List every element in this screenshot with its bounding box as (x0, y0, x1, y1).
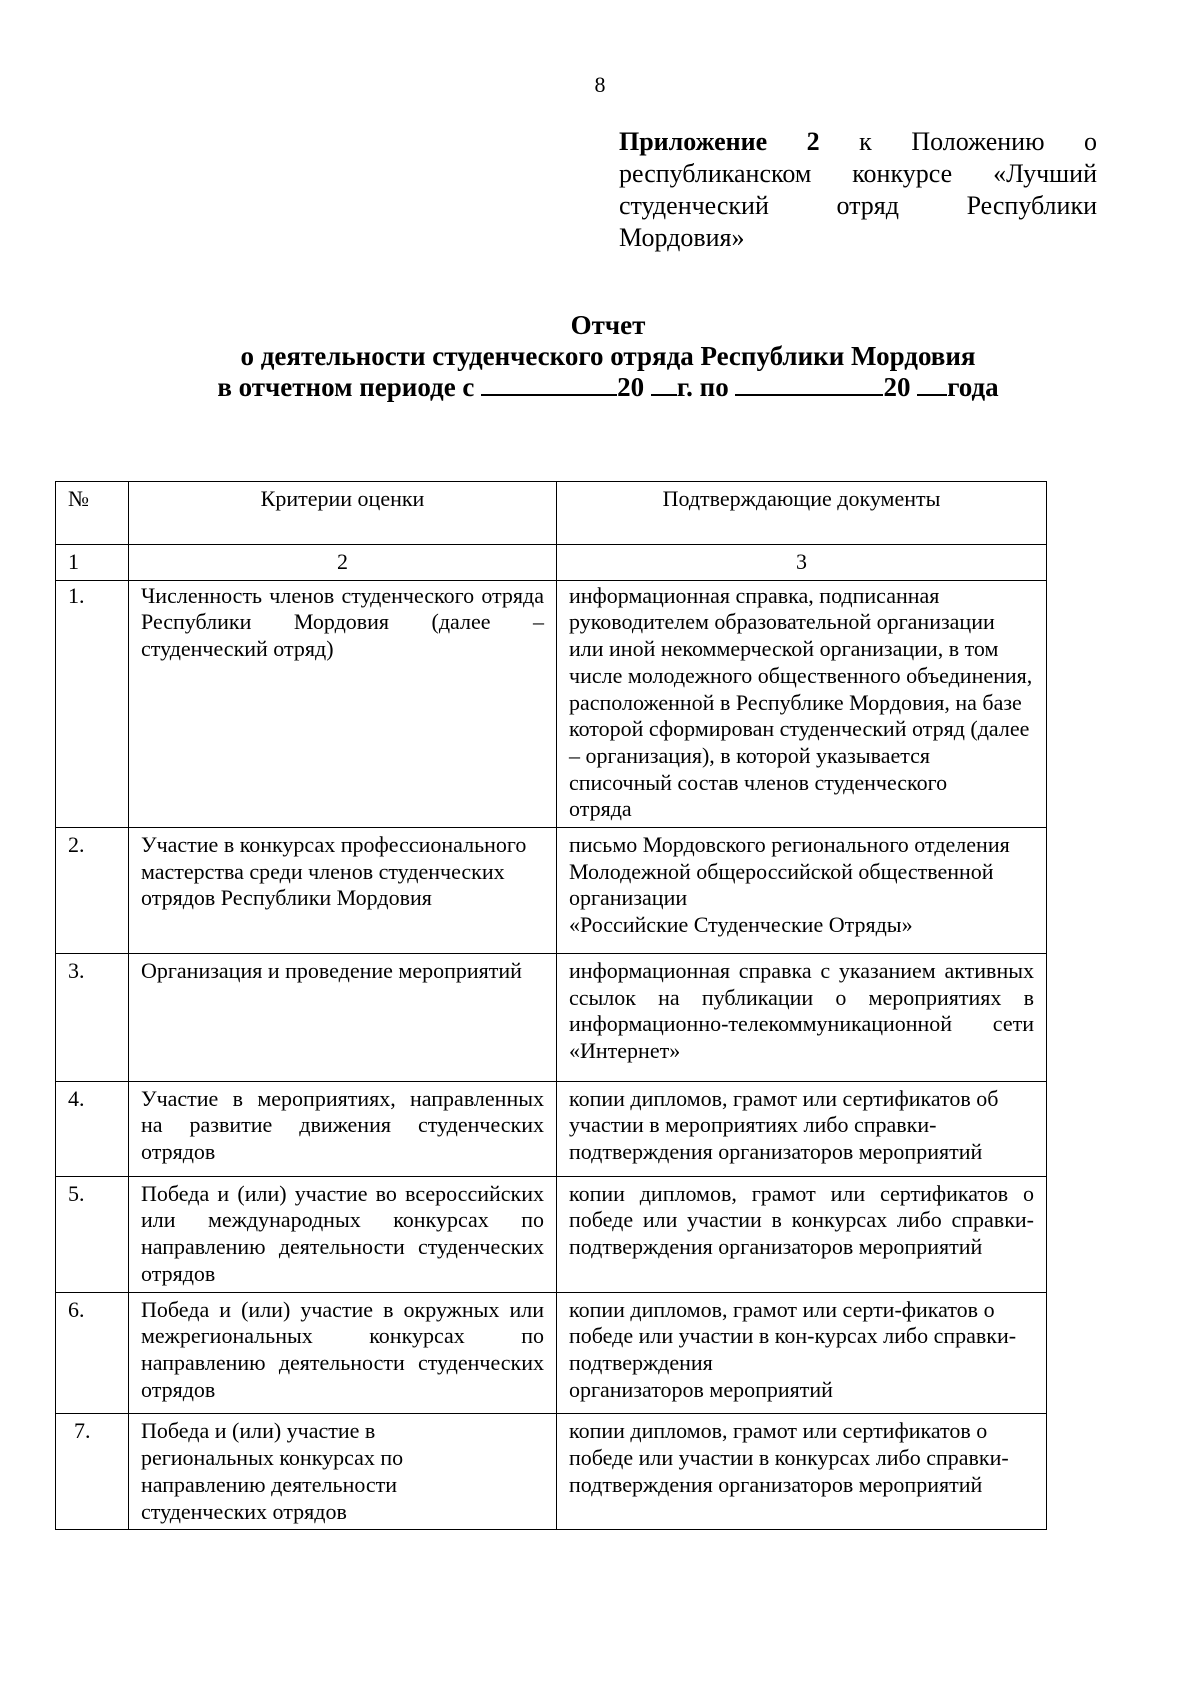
table-header-row (56, 482, 1047, 545)
row-number: 6. (56, 1292, 129, 1414)
table-row (56, 828, 1047, 954)
row-number: 4. (56, 1081, 129, 1176)
row-criterion: Победа и (или) участие в региональных конкурсах по направлению деятельности студенческих отрядов (129, 1414, 557, 1530)
row-criterion: Участие в мероприятиях, направленных на развитие движения студенческих отрядов (129, 1081, 557, 1176)
appendix-text: к Положению о республиканском конкурсе «Лучший студенческий отряд Республики Мордовия» (619, 127, 1098, 252)
blank-field-start-year (651, 372, 677, 396)
appendix-label: Приложение 2 (619, 127, 820, 156)
row-number: 2. (56, 828, 129, 954)
table-row (56, 1414, 1047, 1530)
table-row (56, 953, 1047, 1081)
row-number: 5. (56, 1176, 129, 1292)
row-criterion: Организация и проведение мероприятий (129, 953, 557, 1081)
row-documents-tail: «Российские Студенческие Отряды» (569, 912, 913, 938)
index-cell-1: 1 (56, 545, 129, 581)
title-line-2: о деятельности студенческого отряда Республики Мордовия (240, 341, 976, 371)
row-documents: копии дипломов, грамот или сертификатов о победе или участии в конкурсах либо справки-подтверждения организаторов мероприятий (557, 1414, 1047, 1530)
table-index-row (56, 545, 1047, 581)
criteria-table (55, 481, 1047, 1530)
row-documents-text: информационная справка, подписанная руководителем образовательной организации или иной некоммерческой организации, в том числе молодежного общественного объединения, расположенной в Республике Мордовия, на базе которой сформирован студенческий отряд (далее – организация), в которой указывается списочный состав членов студенческого (569, 582, 1033, 795)
row-documents-text: письмо Мордовского регионального отделения Молодежной общероссийской общественной организации (569, 832, 1010, 911)
row-documents (557, 1292, 1047, 1414)
title-line-3 (0, 372, 1200, 403)
index-cell-2: 2 (129, 545, 557, 581)
header-criteria: Критерии оценки (129, 482, 557, 545)
table-row (56, 580, 1047, 827)
row-documents-tail: отряда (569, 796, 632, 822)
row-number: 1. (56, 580, 129, 827)
title-year-word: года (947, 372, 999, 402)
title-period-to: г. по (676, 372, 729, 402)
row-documents: копии дипломов, грамот или сертификатов об участии в мероприятиях либо справки-подтверждения организаторов мероприятий (557, 1081, 1047, 1176)
row-documents (557, 580, 1047, 827)
title-year-prefix-2: 20 (883, 372, 911, 402)
header-documents: Подтверждающие документы (557, 482, 1047, 545)
table-row (56, 1081, 1047, 1176)
row-number: 3. (56, 953, 129, 1081)
row-criterion: Победа и (или) участие во всероссийских или международных конкурсах по направлению деятельности студенческих отрядов (129, 1176, 557, 1292)
row-documents: копии дипломов, грамот или сертификатов о победе или участии в конкурсах либо справки-подтверждения организаторов мероприятий (557, 1176, 1047, 1292)
row-documents (557, 828, 1047, 954)
row-criterion: Участие в конкурсах профессионального мастерства среди членов студенческих отрядов Республики Мордовия (129, 828, 557, 954)
appendix-note (619, 126, 1097, 254)
index-cell-3: 3 (557, 545, 1047, 581)
blank-field-end-year (917, 372, 947, 396)
row-criterion: Численность членов студенческого отряда Республики Мордовия (далее – студенческий отряд) (129, 580, 557, 827)
blank-field-end-date (735, 372, 883, 396)
title-period-from: в отчетном периоде с (217, 372, 475, 402)
table-row (56, 1176, 1047, 1292)
row-criterion: Победа и (или) участие в окружных или межрегиональных конкурсах по направлению деятельности студенческих отрядов (129, 1292, 557, 1414)
blank-field-start-date (481, 372, 617, 396)
page-number: 8 (594, 72, 606, 97)
header-number: № (56, 482, 129, 545)
title-year-prefix-1: 20 (617, 372, 645, 402)
report-title (0, 310, 1200, 403)
table-row (56, 1292, 1047, 1414)
row-documents-tail: организаторов мероприятий (569, 1376, 833, 1402)
title-line-1: Отчет (570, 310, 646, 340)
row-documents-text: копии дипломов, грамот или серти-фикатов о победе или участии в кон-курсах либо справки-подтверждения (569, 1296, 1017, 1375)
row-documents: информационная справка с указанием активных ссылок на публикации о мероприятиях в информационно-телекоммуникационной сети «Интернет» (557, 953, 1047, 1081)
row-number: 7. (56, 1414, 129, 1530)
